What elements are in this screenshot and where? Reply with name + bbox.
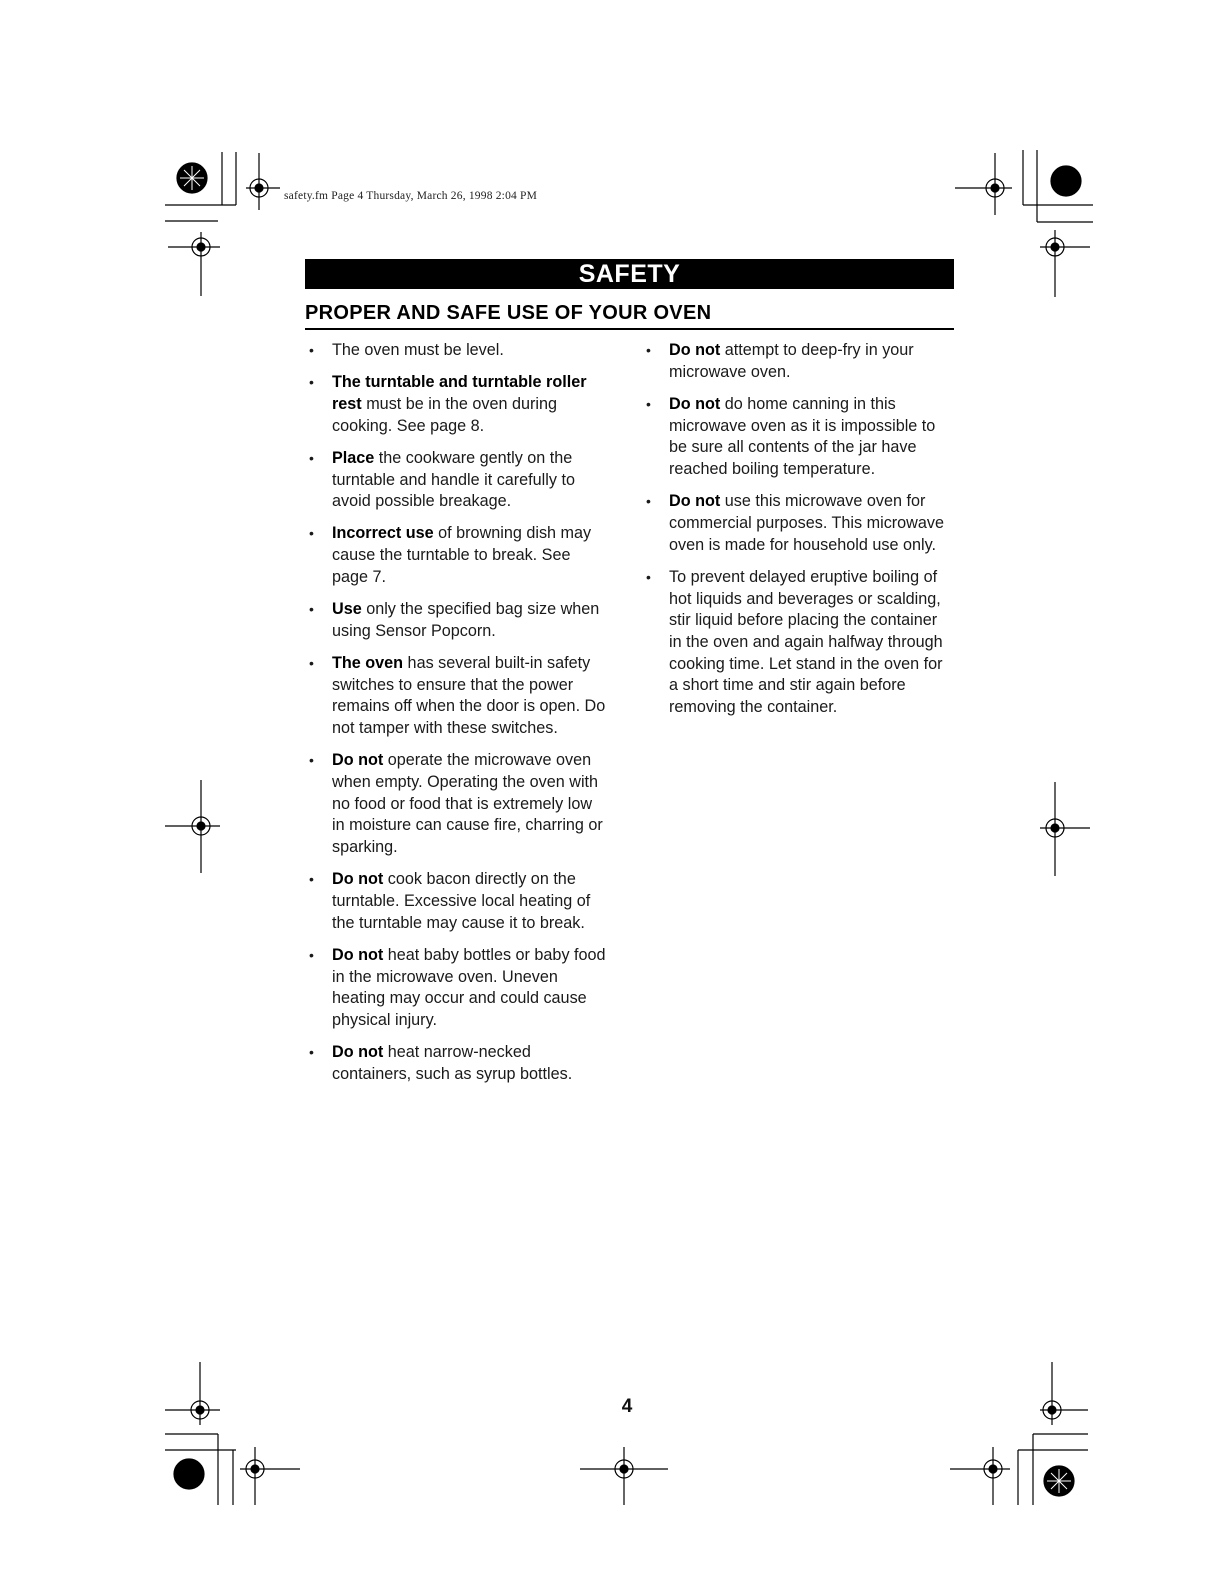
list-item: • Do not use this microwave oven for commercial purposes. This microwave oven is made for household use only.: [645, 491, 945, 556]
registration-dot-icon: [1051, 166, 1081, 196]
right-column: [645, 340, 945, 729]
list-item: • Do not attempt to deep-fry in your microwave oven.: [645, 340, 945, 383]
crosshair-icon: [192, 238, 210, 256]
list-item: • Do not operate the microwave oven when empty. Operating the oven with no food or food that is extremely low in moisture can cause fire, charring or sparking.: [308, 750, 608, 859]
list-item: • To prevent delayed eruptive boiling of hot liquids and beverages or scalding, stir liquid before placing the container in the oven and again halfway through cooking time. Let stand in the oven for a short time and stir again before removing the container.: [645, 567, 945, 719]
crosshair-icon: [250, 179, 268, 197]
crosshair-icon: [1046, 819, 1064, 837]
list-item: • Do not cook bacon directly on the turntable. Excessive local heating of the turntable may cause it to break.: [308, 869, 608, 934]
registration-starburst-icon: [177, 163, 207, 193]
list-item: • The oven has several built-in safety switches to ensure that the power remains off when the door is open. Do not tamper with these switches.: [308, 653, 608, 740]
crosshair-icon: [1046, 238, 1064, 256]
title-underline: [305, 328, 954, 330]
list-item: • Do not heat narrow-necked containers, such as syrup bottles.: [308, 1042, 608, 1085]
section-title: PROPER AND SAFE USE OF YOUR OVEN: [305, 302, 712, 324]
section-banner: [305, 259, 954, 289]
list-item: • Do not heat baby bottles or baby food in the microwave oven. Uneven heating may occur and could cause physical injury.: [308, 945, 608, 1032]
crosshair-icon: [192, 817, 210, 835]
crosshair-icon: [191, 1401, 209, 1419]
crosshair-icon: [984, 1460, 1002, 1478]
list-item: • Use only the specified bag size when using Sensor Popcorn.: [308, 599, 608, 642]
list-item: • The oven must be level.: [308, 340, 608, 362]
registration-dot-icon: [174, 1459, 204, 1489]
registration-starburst-icon: [1044, 1466, 1074, 1496]
left-column: [308, 340, 608, 1096]
list-item: • Do not do home canning in this microwave oven as it is impossible to be sure all contents of the jar have reached boiling temperature.: [645, 394, 945, 481]
crosshair-icon: [246, 1460, 264, 1478]
crosshair-icon: [1043, 1401, 1061, 1419]
crosshair-icon: [615, 1460, 633, 1478]
page-number: 4: [621, 1396, 633, 1417]
file-slug: safety.fm Page 4 Thursday, March 26, 1998 2:04 PM: [284, 190, 538, 202]
list-item: • Incorrect use of browning dish may cause the turntable to break. See page 7.: [308, 523, 608, 588]
crosshair-icon: [986, 179, 1004, 197]
list-item: • The turntable and turntable roller rest must be in the oven during cooking. See page 8.: [308, 372, 608, 437]
list-item: • Place the cookware gently on the turntable and handle it carefully to avoid possible breakage.: [308, 448, 608, 513]
banner-title: SAFETY: [578, 260, 681, 288]
